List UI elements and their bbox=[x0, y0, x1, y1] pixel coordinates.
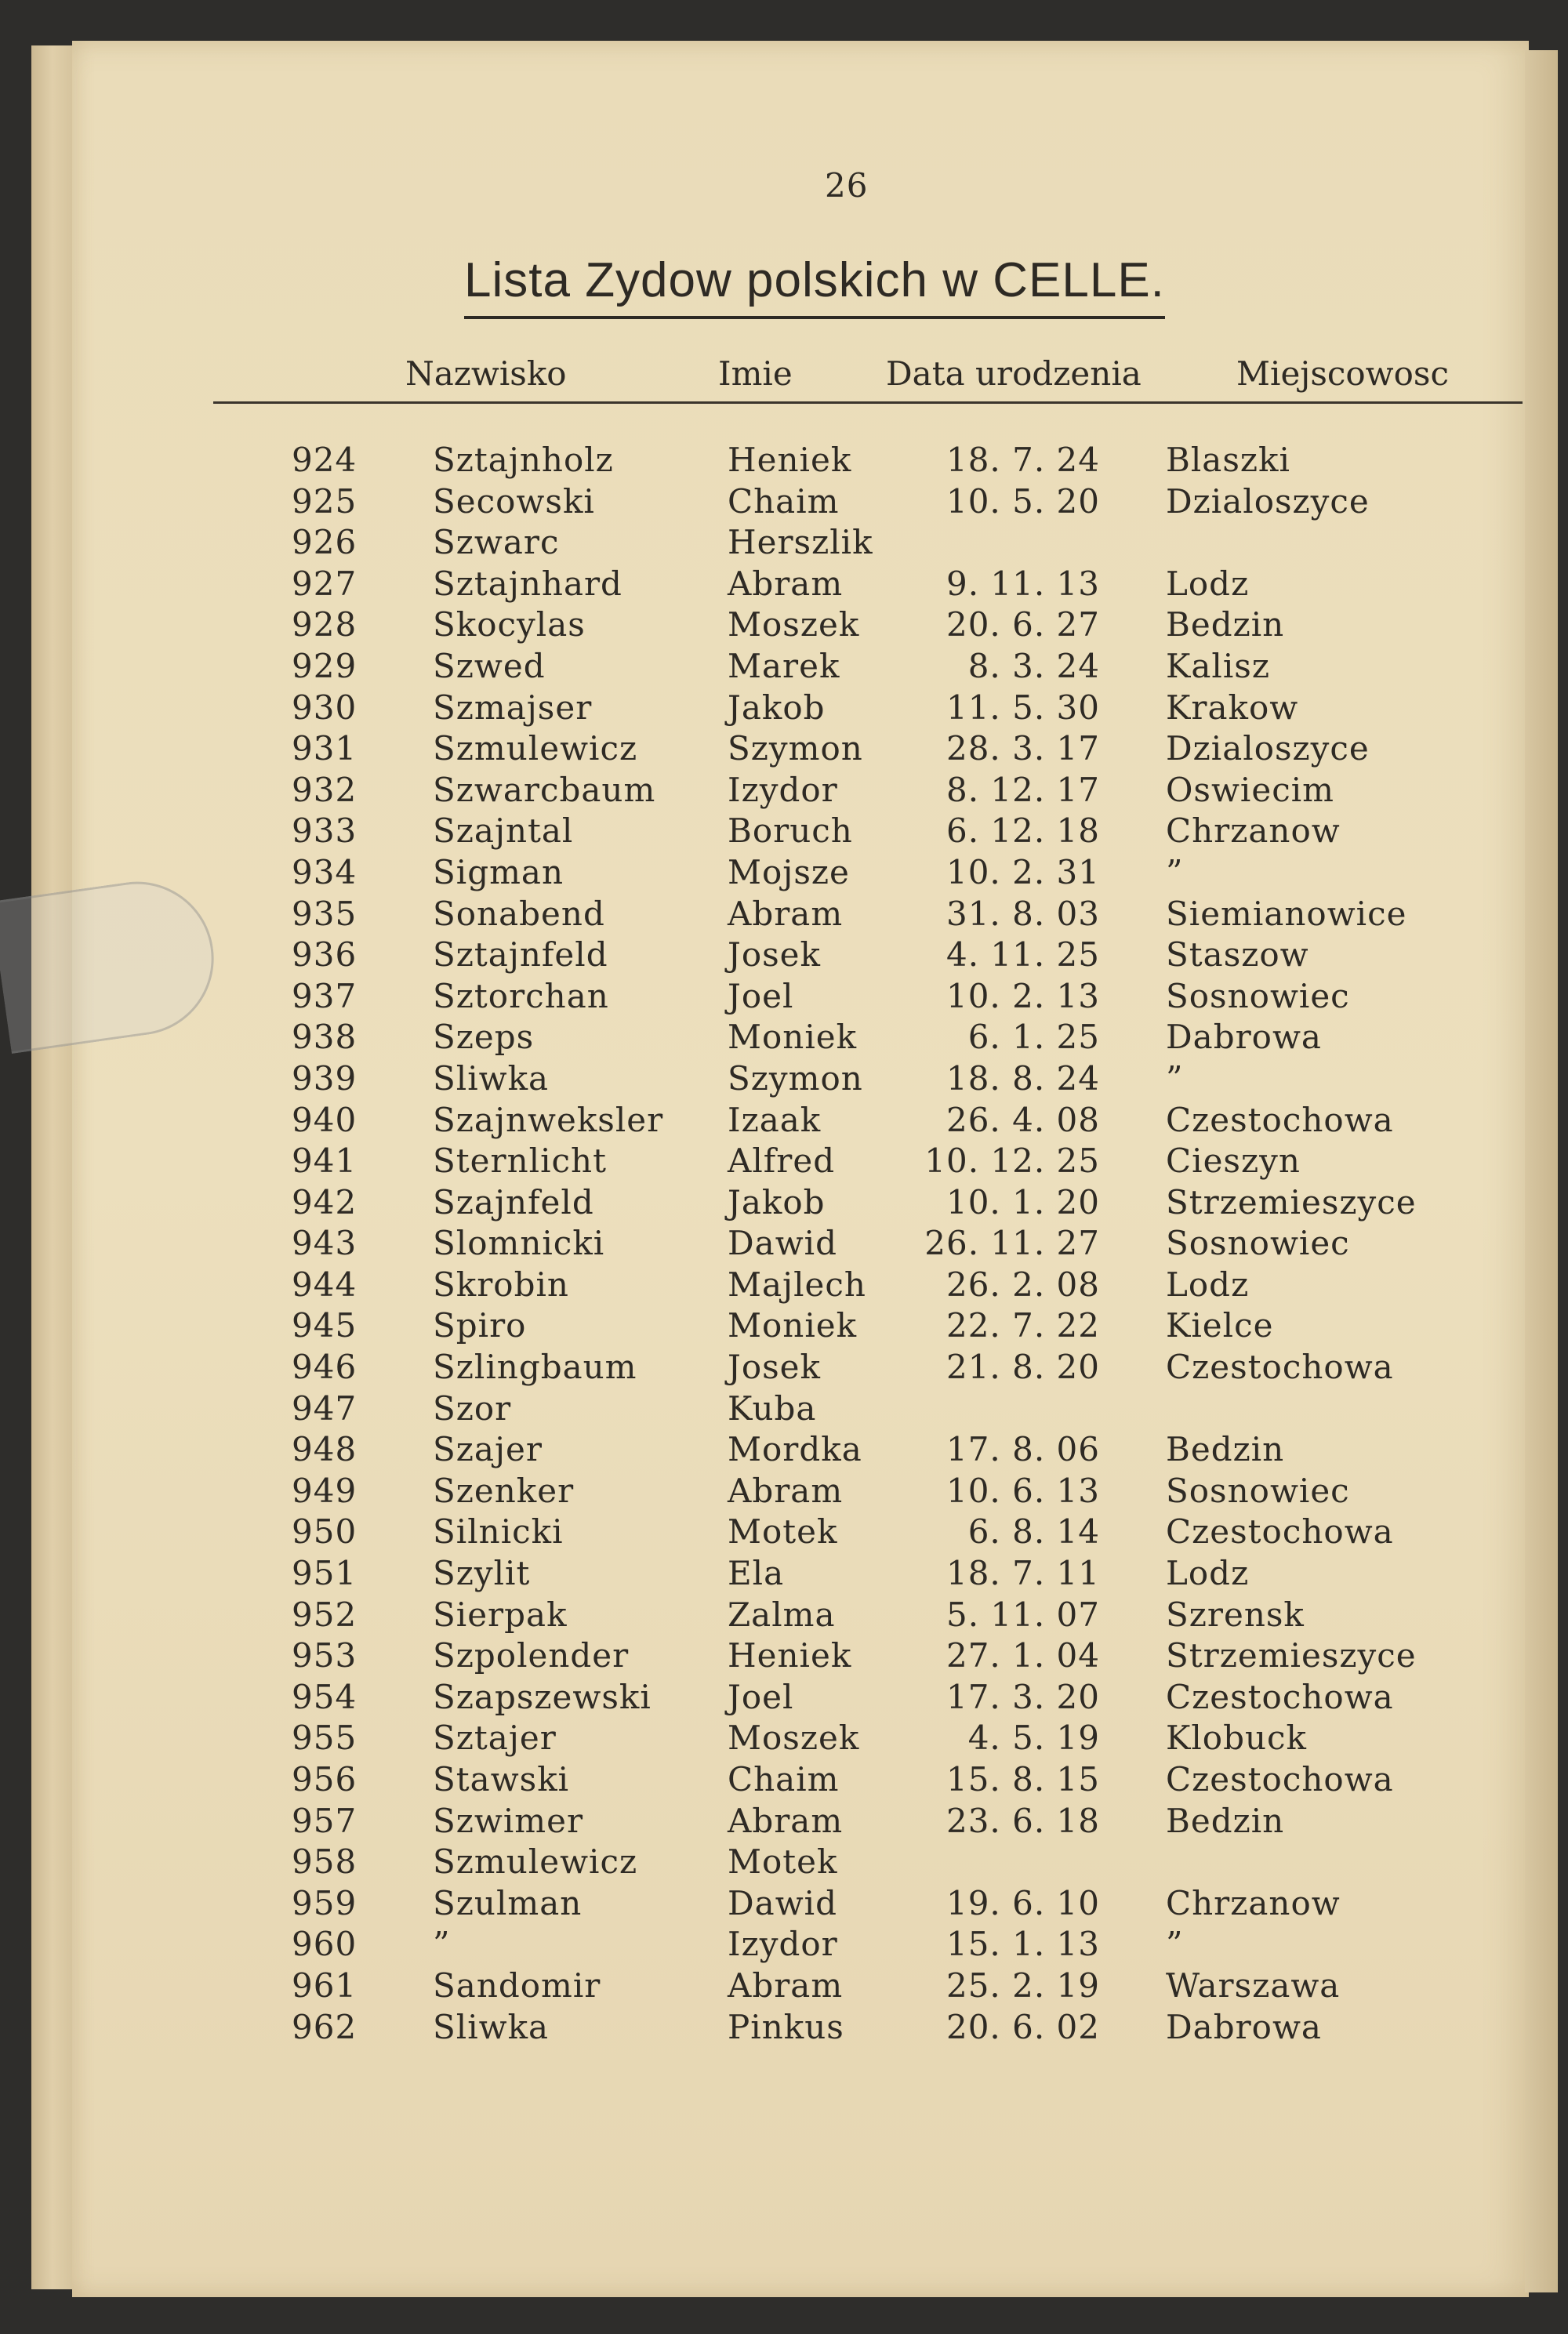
list-row bbox=[213, 1306, 1523, 1348]
entry-number: 930 bbox=[292, 688, 358, 727]
place: Klobuck bbox=[1166, 1719, 1308, 1758]
first-name: Josek bbox=[728, 935, 821, 975]
list-row bbox=[213, 1595, 1523, 1637]
birth-date: 10. 6. 13 bbox=[946, 1471, 1100, 1510]
surname: Sztajnholz bbox=[433, 441, 614, 479]
first-name: Dawid bbox=[728, 1883, 837, 1922]
place: Blaszki bbox=[1166, 441, 1290, 479]
birth-date: 20. 6. 27 bbox=[946, 605, 1100, 644]
surname: Szajnfeld bbox=[433, 1182, 594, 1221]
first-name: Izaak bbox=[728, 1100, 822, 1139]
first-name: Motek bbox=[728, 1512, 838, 1552]
first-name: Ela bbox=[728, 1554, 785, 1593]
entry-number: 956 bbox=[292, 1760, 358, 1799]
first-name: Izydor bbox=[728, 1925, 838, 1964]
first-name: Abram bbox=[728, 1471, 844, 1510]
surname: Szulman bbox=[433, 1883, 583, 1922]
birth-date: 27. 1. 04 bbox=[946, 1636, 1100, 1675]
place: Strzemieszyce bbox=[1166, 1636, 1417, 1675]
entry-number: 934 bbox=[292, 852, 358, 891]
page-title: Lista Zydow polskich w CELLE. bbox=[464, 252, 1165, 319]
entry-number: 943 bbox=[292, 1224, 358, 1263]
birth-date: 6. 12. 18 bbox=[946, 811, 1100, 851]
list-row bbox=[213, 564, 1523, 606]
entry-number: 958 bbox=[292, 1842, 358, 1882]
first-name: Szymon bbox=[728, 1058, 863, 1098]
entry-number: 939 bbox=[292, 1058, 358, 1098]
list-row bbox=[213, 1430, 1523, 1472]
place: Czestochowa bbox=[1166, 1100, 1394, 1139]
first-name: Zalma bbox=[728, 1595, 836, 1634]
first-name: Alfred bbox=[728, 1142, 836, 1181]
place: Krakow bbox=[1166, 688, 1299, 727]
birth-date: 10. 1. 20 bbox=[946, 1182, 1100, 1221]
surname: Szenker bbox=[433, 1471, 575, 1510]
birth-date: 23. 6. 18 bbox=[946, 1801, 1100, 1840]
birth-date: 6. 8. 14 bbox=[967, 1512, 1100, 1552]
list-row bbox=[213, 523, 1523, 564]
birth-date: 26. 2. 08 bbox=[946, 1265, 1100, 1304]
next-page-edge bbox=[1525, 50, 1558, 2292]
column-header-surname: Nazwisko bbox=[405, 354, 567, 393]
list-row bbox=[213, 1842, 1523, 1884]
list-row bbox=[213, 482, 1523, 524]
surname: Szwarc bbox=[433, 523, 560, 562]
column-header-row bbox=[213, 354, 1523, 404]
place: Dabrowa bbox=[1166, 1018, 1322, 1057]
surname: Silnicki bbox=[433, 1512, 564, 1552]
first-name: Abram bbox=[728, 564, 844, 603]
list-row bbox=[213, 935, 1523, 977]
entry-number: 952 bbox=[292, 1595, 358, 1634]
entry-number: 946 bbox=[292, 1348, 358, 1387]
birth-date: 28. 3. 17 bbox=[946, 729, 1100, 768]
entry-number: 929 bbox=[292, 646, 358, 685]
birth-date: 18. 8. 24 bbox=[946, 1058, 1100, 1098]
first-name: Abram bbox=[728, 1966, 844, 2005]
place: Czestochowa bbox=[1166, 1348, 1394, 1387]
place: Sosnowiec bbox=[1166, 1224, 1350, 1263]
entry-number: 953 bbox=[292, 1636, 358, 1675]
place: Siemianowice bbox=[1166, 894, 1407, 933]
entry-number: 940 bbox=[292, 1100, 358, 1139]
first-name: Jakob bbox=[728, 688, 826, 727]
page-number: 26 bbox=[825, 166, 869, 205]
first-name: Joel bbox=[728, 976, 794, 1015]
list-row bbox=[213, 1554, 1523, 1595]
list-row bbox=[213, 688, 1523, 730]
surname: Sztajnhard bbox=[433, 564, 622, 603]
birth-date: 15. 8. 15 bbox=[946, 1760, 1100, 1799]
surname: Szmulewicz bbox=[433, 729, 638, 768]
entry-number: 937 bbox=[292, 976, 358, 1015]
list-row bbox=[213, 1059, 1523, 1101]
surname: Szpolender bbox=[433, 1636, 630, 1675]
entry-number: 950 bbox=[292, 1512, 358, 1552]
list-row bbox=[213, 729, 1523, 771]
list-row bbox=[213, 895, 1523, 936]
list-row bbox=[213, 1678, 1523, 1719]
birth-date: 10. 2. 31 bbox=[946, 852, 1100, 891]
surname: Szajnweksler bbox=[433, 1100, 664, 1139]
birth-date: 17. 3. 20 bbox=[946, 1677, 1100, 1716]
birth-date: 10. 2. 13 bbox=[946, 976, 1100, 1015]
list-row bbox=[213, 605, 1523, 647]
surname: Sonabend bbox=[433, 894, 605, 933]
entry-number: 935 bbox=[292, 894, 358, 933]
first-name: Szymon bbox=[728, 729, 863, 768]
first-name: Heniek bbox=[728, 1636, 852, 1675]
place: ” bbox=[1166, 852, 1184, 891]
birth-date: 15. 1. 13 bbox=[946, 1925, 1100, 1964]
list-row bbox=[213, 1018, 1523, 1059]
surname: Szlingbaum bbox=[433, 1348, 637, 1387]
book-page bbox=[72, 41, 1529, 2297]
surname: Skrobin bbox=[433, 1265, 569, 1304]
list-row bbox=[213, 771, 1523, 812]
place: Chrzanow bbox=[1166, 1883, 1341, 1922]
list-row bbox=[213, 853, 1523, 895]
list-row bbox=[213, 1719, 1523, 1760]
place: Dzialoszyce bbox=[1166, 729, 1370, 768]
place: Lodz bbox=[1166, 1554, 1250, 1593]
entry-number: 926 bbox=[292, 523, 358, 562]
entry-number: 944 bbox=[292, 1265, 358, 1304]
list-row bbox=[213, 1183, 1523, 1225]
first-name: Josek bbox=[728, 1348, 821, 1387]
surname: Szeps bbox=[433, 1018, 535, 1057]
entry-number: 933 bbox=[292, 811, 358, 851]
place: Oswiecim bbox=[1166, 770, 1335, 809]
list-row bbox=[213, 1265, 1523, 1307]
list-row bbox=[213, 1802, 1523, 1843]
surname: Sztajer bbox=[433, 1719, 557, 1758]
surname: Szmajser bbox=[433, 688, 593, 727]
entry-number: 948 bbox=[292, 1430, 358, 1469]
entry-number: 927 bbox=[292, 564, 358, 603]
surname: Skocylas bbox=[433, 605, 586, 644]
list-row bbox=[213, 1925, 1523, 1966]
place: Bedzin bbox=[1166, 1801, 1285, 1840]
birth-date: 5. 11. 07 bbox=[946, 1595, 1100, 1634]
entry-number: 938 bbox=[292, 1018, 358, 1057]
surname: Sztajnfeld bbox=[433, 935, 608, 975]
birth-date: 26. 4. 08 bbox=[946, 1100, 1100, 1139]
first-name: Abram bbox=[728, 1801, 844, 1840]
place: ” bbox=[1166, 1058, 1184, 1098]
birth-date: 4. 5. 19 bbox=[967, 1719, 1100, 1758]
list-row bbox=[213, 1348, 1523, 1389]
list-row bbox=[213, 977, 1523, 1018]
entry-number: 962 bbox=[292, 2007, 358, 2046]
birth-date: 8. 3. 24 bbox=[967, 646, 1100, 685]
entry-number: 947 bbox=[292, 1388, 358, 1428]
surname: ” bbox=[433, 1925, 451, 1964]
place: Lodz bbox=[1166, 564, 1250, 603]
place: Staszow bbox=[1166, 935, 1309, 975]
surname: Sliwka bbox=[433, 1058, 550, 1098]
place: Bedzin bbox=[1166, 1430, 1285, 1469]
entry-number: 949 bbox=[292, 1471, 358, 1510]
place: Czestochowa bbox=[1166, 1760, 1394, 1799]
first-name: Moniek bbox=[728, 1018, 858, 1057]
surname: Szmulewicz bbox=[433, 1842, 638, 1882]
surname: Szajer bbox=[433, 1430, 543, 1469]
list-row bbox=[213, 811, 1523, 853]
birth-date: 25. 2. 19 bbox=[946, 1966, 1100, 2005]
surname: Spiro bbox=[433, 1306, 527, 1345]
place: Bedzin bbox=[1166, 605, 1285, 644]
column-header-first-name: Imie bbox=[718, 354, 793, 393]
first-name: Moszek bbox=[728, 1719, 860, 1758]
surname: Sternlicht bbox=[433, 1142, 607, 1181]
place: Dabrowa bbox=[1166, 2007, 1322, 2046]
surname: Secowski bbox=[433, 481, 595, 521]
place: Kalisz bbox=[1166, 646, 1270, 685]
entry-number: 961 bbox=[292, 1966, 358, 2005]
first-name: Motek bbox=[728, 1842, 838, 1882]
place: Strzemieszyce bbox=[1166, 1182, 1417, 1221]
first-name: Boruch bbox=[728, 811, 853, 851]
first-name: Moszek bbox=[728, 605, 860, 644]
surname: Szor bbox=[433, 1388, 512, 1428]
list-row bbox=[213, 1966, 1523, 2008]
entry-number: 941 bbox=[292, 1142, 358, 1181]
surname: Szwimer bbox=[433, 1801, 584, 1840]
entry-number: 942 bbox=[292, 1182, 358, 1221]
entry-number: 955 bbox=[292, 1719, 358, 1758]
place: Kielce bbox=[1166, 1306, 1274, 1345]
place: Czestochowa bbox=[1166, 1512, 1394, 1552]
surname: Sandomir bbox=[433, 1966, 601, 2005]
birth-date: 19. 6. 10 bbox=[946, 1883, 1100, 1922]
birth-date: 6. 1. 25 bbox=[967, 1018, 1100, 1057]
place: Lodz bbox=[1166, 1265, 1250, 1304]
list-row bbox=[213, 1389, 1523, 1431]
surname: Szylit bbox=[433, 1554, 531, 1593]
birth-date: 31. 8. 03 bbox=[946, 894, 1100, 933]
first-name: Moniek bbox=[728, 1306, 858, 1345]
birth-date: 17. 8. 06 bbox=[946, 1430, 1100, 1469]
first-name: Jakob bbox=[728, 1182, 826, 1221]
surname: Slomnicki bbox=[433, 1224, 605, 1263]
column-header-birth-date: Data urodzenia bbox=[886, 354, 1142, 393]
first-name: Chaim bbox=[728, 481, 840, 521]
surname: Sliwka bbox=[433, 2007, 550, 2046]
first-name: Majlech bbox=[728, 1265, 866, 1304]
place: Chrzanow bbox=[1166, 811, 1341, 851]
list-row bbox=[213, 1884, 1523, 1926]
birth-date: 10. 12. 25 bbox=[924, 1142, 1100, 1181]
first-name: Mojsze bbox=[728, 852, 850, 891]
page-stack-edge bbox=[31, 45, 78, 2289]
entry-number: 925 bbox=[292, 481, 358, 521]
list-row bbox=[213, 1760, 1523, 1802]
name-list bbox=[213, 441, 1523, 2049]
entry-number: 954 bbox=[292, 1677, 358, 1716]
place: ” bbox=[1166, 1925, 1184, 1964]
entry-number: 957 bbox=[292, 1801, 358, 1840]
list-row bbox=[213, 1224, 1523, 1265]
first-name: Herszlik bbox=[728, 523, 873, 562]
list-row bbox=[213, 1512, 1523, 1554]
list-row bbox=[213, 2008, 1523, 2049]
place: Czestochowa bbox=[1166, 1677, 1394, 1716]
list-row bbox=[213, 647, 1523, 688]
place: Sosnowiec bbox=[1166, 1471, 1350, 1510]
place: Szrensk bbox=[1166, 1595, 1305, 1634]
surname: Szwed bbox=[433, 646, 546, 685]
surname: Szajntal bbox=[433, 811, 574, 851]
surname: Stawski bbox=[433, 1760, 570, 1799]
surname: Szwarcbaum bbox=[433, 770, 656, 809]
surname: Sigman bbox=[433, 852, 564, 891]
entry-number: 936 bbox=[292, 935, 358, 975]
place: Sosnowiec bbox=[1166, 976, 1350, 1015]
first-name: Mordka bbox=[728, 1430, 862, 1469]
entry-number: 931 bbox=[292, 729, 358, 768]
entry-number: 924 bbox=[292, 441, 358, 479]
entry-number: 951 bbox=[292, 1554, 358, 1593]
entry-number: 932 bbox=[292, 770, 358, 809]
list-row bbox=[213, 441, 1523, 482]
entry-number: 928 bbox=[292, 605, 358, 644]
place: Dzialoszyce bbox=[1166, 481, 1370, 521]
first-name: Kuba bbox=[728, 1388, 817, 1428]
surname: Sztorchan bbox=[433, 976, 609, 1015]
first-name: Joel bbox=[728, 1677, 794, 1716]
surname: Szapszewski bbox=[433, 1677, 652, 1716]
list-row bbox=[213, 1101, 1523, 1142]
birth-date: 10. 5. 20 bbox=[946, 481, 1100, 521]
first-name: Heniek bbox=[728, 441, 852, 479]
birth-date: 20. 6. 02 bbox=[946, 2007, 1100, 2046]
first-name: Chaim bbox=[728, 1760, 840, 1799]
entry-number: 959 bbox=[292, 1883, 358, 1922]
birth-date: 9. 11. 13 bbox=[946, 564, 1100, 603]
birth-date: 11. 5. 30 bbox=[946, 688, 1100, 727]
birth-date: 8. 12. 17 bbox=[946, 770, 1100, 809]
birth-date: 18. 7. 11 bbox=[946, 1554, 1100, 1593]
surname: Sierpak bbox=[433, 1595, 568, 1634]
birth-date: 4. 11. 25 bbox=[946, 935, 1100, 975]
first-name: Marek bbox=[728, 646, 840, 685]
entry-number: 960 bbox=[292, 1925, 358, 1964]
first-name: Pinkus bbox=[728, 2007, 844, 2046]
place: Warszawa bbox=[1166, 1966, 1341, 2005]
list-row bbox=[213, 1636, 1523, 1678]
first-name: Abram bbox=[728, 894, 844, 933]
birth-date: 18. 7. 24 bbox=[946, 441, 1100, 479]
list-row bbox=[213, 1142, 1523, 1183]
entry-number: 945 bbox=[292, 1306, 358, 1345]
list-row bbox=[213, 1472, 1523, 1513]
birth-date: 22. 7. 22 bbox=[946, 1306, 1100, 1345]
birth-date: 21. 8. 20 bbox=[946, 1348, 1100, 1387]
place: Cieszyn bbox=[1166, 1142, 1301, 1181]
birth-date: 26. 11. 27 bbox=[924, 1224, 1100, 1263]
first-name: Izydor bbox=[728, 770, 838, 809]
first-name: Dawid bbox=[728, 1224, 837, 1263]
column-header-place: Miejscowosc bbox=[1236, 354, 1449, 393]
